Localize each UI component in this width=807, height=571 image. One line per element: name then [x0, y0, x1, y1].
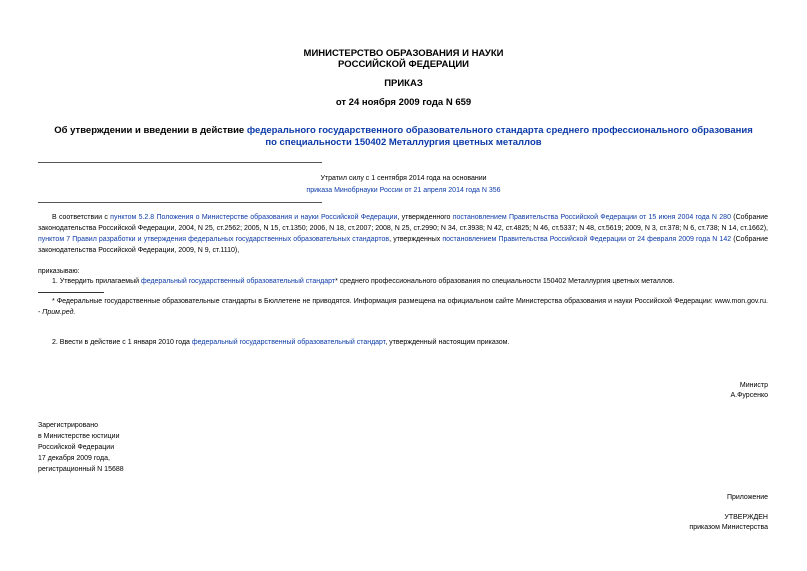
- order-label: приказываю:: [38, 268, 80, 275]
- ministry-line-2: РОССИЙСКОЙ ФЕДЕРАЦИИ: [337, 59, 469, 70]
- preamble-text-1: В соответствии с: [52, 214, 111, 221]
- title-standard-link[interactable]: федерального государственного образовательного стандарта среднего профессионального образования по специальности 150402 Металлургия цветных металлов: [246, 125, 753, 148]
- item1-suffix: * среднего профессионального образования по специальности 150402 Металлургия цветных металлов.: [335, 278, 675, 285]
- registration-line-4: 17 декабря 2009 года,: [38, 455, 110, 462]
- standard-link-2[interactable]: федеральный государственный образовательный стандарт: [191, 339, 386, 346]
- title-prefix: Об утверждении и введении в действие: [54, 125, 247, 136]
- registration-line-2: в Министерстве юстиции: [38, 433, 120, 440]
- doc-type: ПРИКАЗ: [384, 78, 423, 89]
- ministry-line-1: МИНИСТЕРСТВО ОБРАЗОВАНИЯ И НАУКИ: [303, 48, 504, 59]
- order-item-1: [52, 276, 768, 287]
- footnote-divider: [38, 292, 104, 293]
- appendix-label: Приложение: [726, 494, 768, 501]
- regulation-link[interactable]: пунктом 5.2.8 Положения о Министерстве образования и науки Российской Федерации: [110, 214, 398, 221]
- preamble-text-2: , утвержденного: [397, 214, 453, 221]
- item2-prefix: 2. Ввести в действие с 1 января 2010 года: [52, 339, 192, 346]
- status-note-line: Утратил силу с 1 сентября 2014 года на основании: [320, 175, 487, 182]
- standard-link-1[interactable]: федеральный государственный образовательный стандарт: [140, 278, 336, 285]
- registration-line-1: Зарегистрировано: [38, 422, 98, 429]
- government-decree-280-link[interactable]: постановлением Правительства Российской Федерации от 15 июня 2004 года N 280: [452, 214, 731, 221]
- order-item-2: [52, 337, 768, 348]
- preamble-text-3: (Собрание законодательства Российской Федерации, 2004, N 25, ст.2562; 2005, N 15, ст.1350; 2006, N 18, ст.2007; 2008, N 25, ст.2990; N 34, ст.3938; N 42, ст.4825; N 46, ст.5337; N 48, ст.5619; 2009, N 3, ст.378; N 6, ст.738; N 14, ст.1662),: [38, 214, 769, 232]
- appendix-approved: УТВЕРЖДЕН: [724, 514, 768, 521]
- registration-block: [38, 420, 258, 475]
- footnote-editor-note: Прим.ред.: [42, 309, 76, 316]
- repeal-order-link[interactable]: приказа Минобрнауки России от 21 апреля 2014 года N 356: [306, 187, 501, 194]
- rules-item-7-link[interactable]: пунктом 7 Правил разработки и утверждения федеральных государственных образовательных стандартов: [38, 236, 390, 243]
- divider-top: [38, 162, 322, 163]
- appendix-by-order: приказом Министерства: [689, 524, 768, 531]
- item2-suffix: , утвержденный настоящим приказом.: [385, 339, 510, 346]
- status-note-link-row: [0, 185, 807, 196]
- divider-bottom: [38, 202, 322, 203]
- government-decree-142-link[interactable]: постановлением Правительства Российской Федерации от 24 февраля 2009 года N 142: [442, 236, 732, 243]
- doc-date: от 24 ноября 2009 года N 659: [335, 97, 472, 108]
- registration-line-5: регистрационный N 15688: [38, 466, 124, 473]
- doc-title: [50, 125, 757, 149]
- preamble-text-4: , утвержденных: [389, 236, 443, 243]
- footnote: [38, 296, 768, 318]
- signature-name: А.Фурсенко: [730, 392, 768, 399]
- item1-prefix: 1. Утвердить прилагаемый: [52, 278, 141, 285]
- preamble-paragraph: [38, 212, 768, 256]
- registration-line-3: Российской Федерации: [38, 444, 115, 451]
- preamble-text-5: (Собрание законодательства Российской Федерации, 2009, N 9, ст.1110),: [38, 236, 768, 254]
- footnote-text: * Федеральные государственные образовательные стандарты в Бюллетене не приводятся. Информация размещена на официальном сайте Министерства образования и науки Российской Федерации: www.mon.gov.ru. -: [38, 298, 768, 316]
- signature-position: Министр: [739, 382, 768, 389]
